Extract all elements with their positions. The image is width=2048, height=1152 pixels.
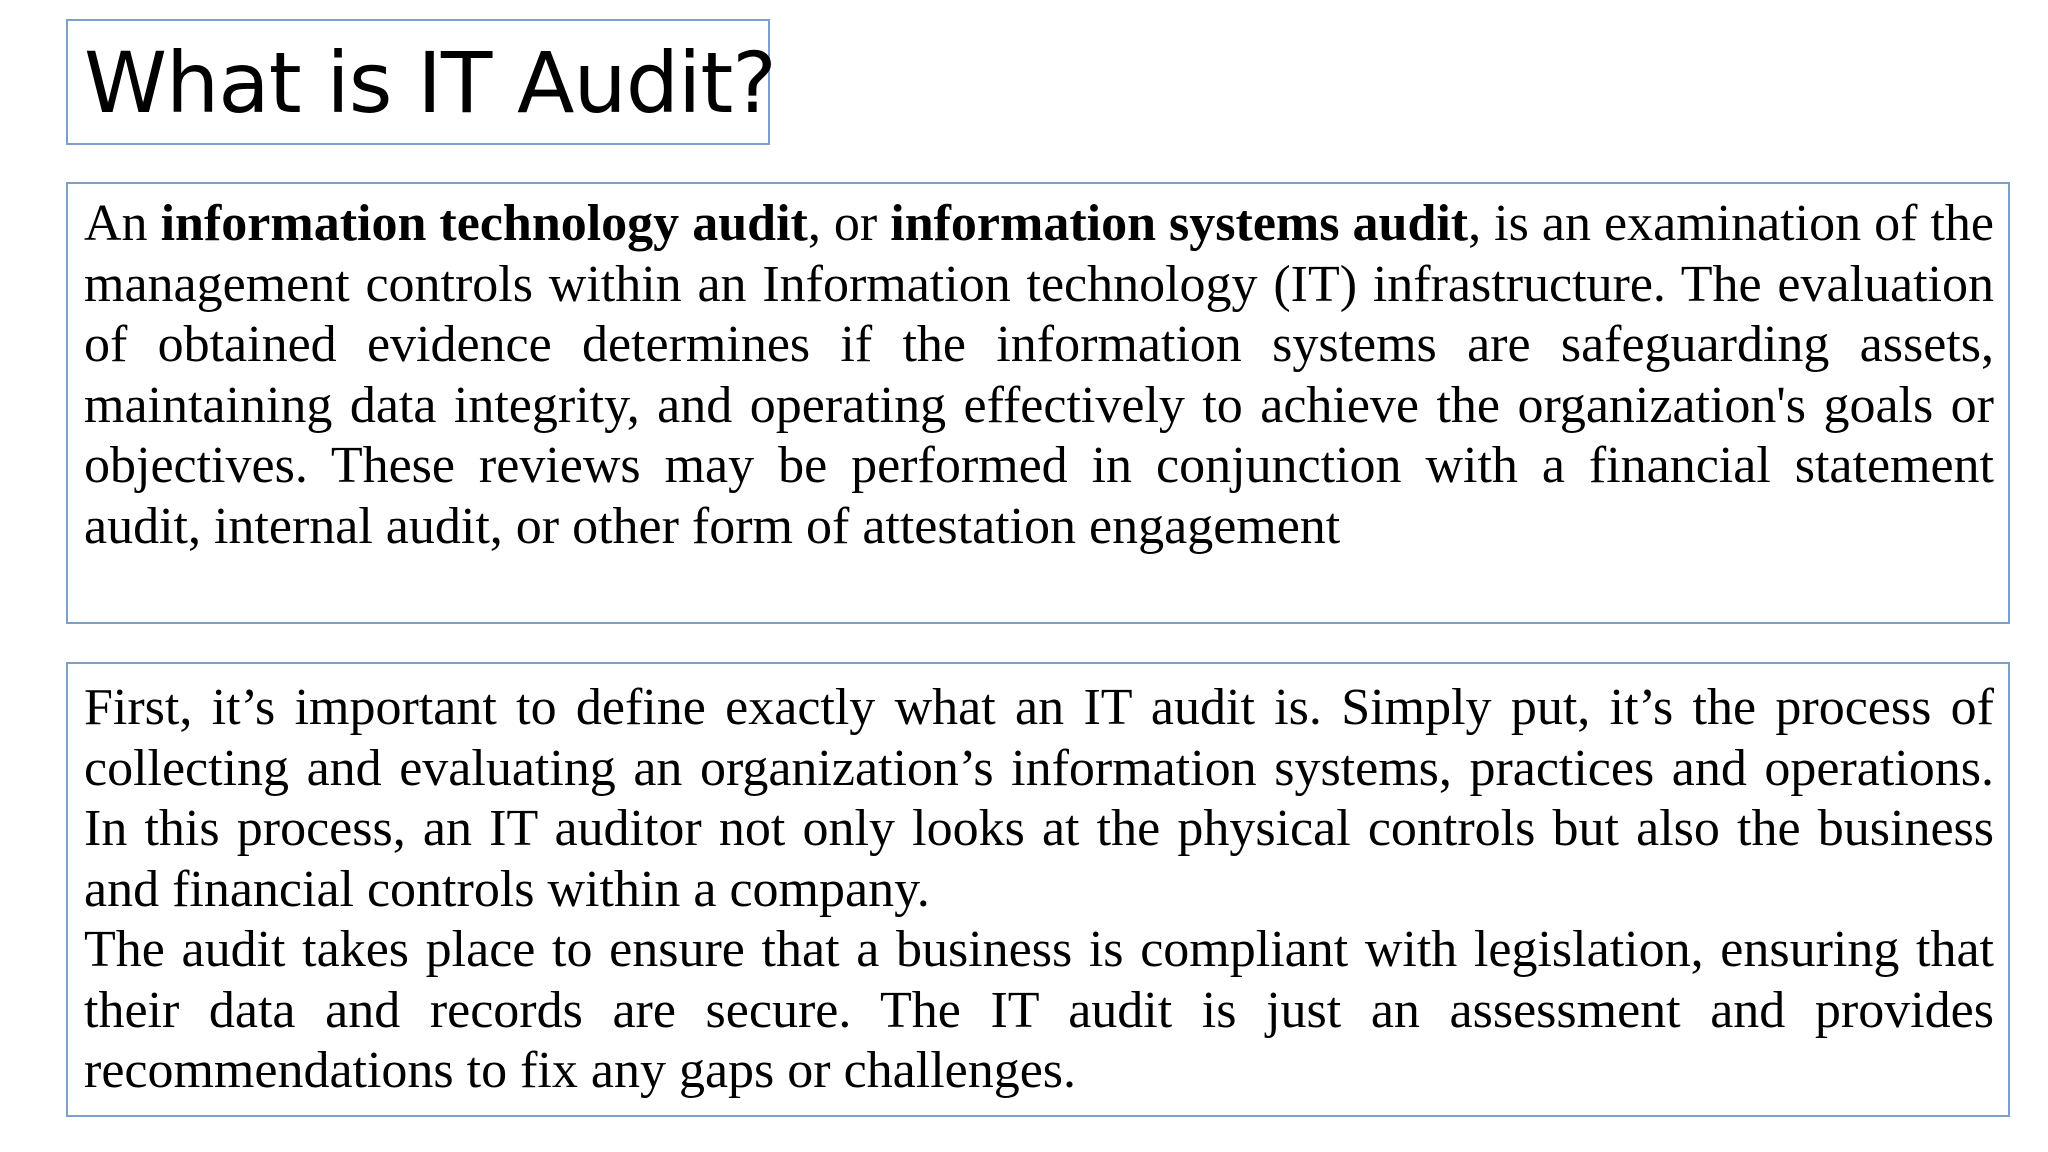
definition-term-it-audit: information technology audit [160,195,808,252]
definition-paragraph [84,194,1994,557]
definition-text-2: , or [807,195,891,252]
slide-title: What is IT Audit? [84,34,776,132]
explanation-paragraph-2: The audit takes place to ensure that a business is compliant with legislation, ensuring that their data and records are secure. The IT audit is just an assessment and provides recommendations to fix any gaps or challenges. [84,921,1994,1099]
definition-text-3: , is an examination of the management controls within an Information technology (IT) infrastructure. The evaluation of obtained evidence determines if the information systems are safeguarding assets, maintaining data integrity, and operating effectively to achieve the organization's goals or objectives. These reviews may be performed in conjunction with a financial statement audit, internal audit, or other form of attestation engagement [84,195,1994,555]
definition-term-is-audit: information systems audit [890,195,1469,252]
definition-box [66,182,2010,624]
explanation-paragraph-1: First, it’s important to define exactly what an IT audit is. Simply put, it’s the process of collecting and evaluating an organization’s information systems, practices and operations. In this process, an IT auditor not only looks at the physical controls but also the business and financial controls within a company. [84,679,1994,918]
title-box [66,19,776,145]
definition-text-1: An [84,195,161,252]
explanation-box [66,662,2010,1117]
